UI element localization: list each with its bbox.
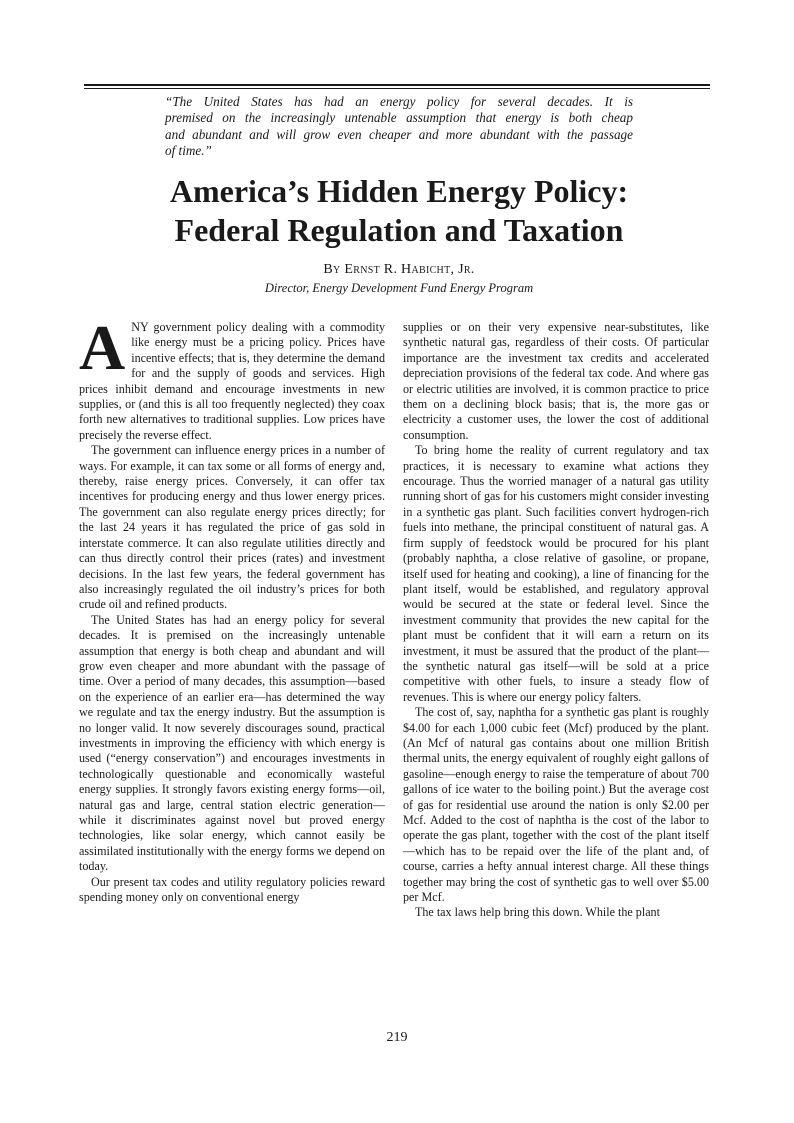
epigraph-line: of time.” [165,142,212,158]
paragraph: The tax laws help bring this down. While the plant [415,905,660,920]
paragraph: Our present tax codes and utility regulatory policies reward spending money only on conventional energy [79,874,385,905]
right-column [403,320,709,921]
author-affiliation: Director, Energy Development Fund Energy Program [264,281,534,295]
article-title-line-2: Federal Regulation and Taxation [174,212,624,248]
paragraph: The government can influence energy prices in a number of ways. For example, it can tax some or all forms of energy and, thereby, raise energy prices. Conversely, it can offer tax incentives for producing energy and thus lower energy prices. The government can also regulate energy prices directly; for the last 24 years it has regulated the price of gas sold in interstate commerce. It can also regulate utilities directly and can thus directly control their prices (rates) and investment decisions. In the last few years, the federal government has also increasingly regulated the oil industry’s prices for both crude oil and refined products. [79,443,385,612]
left-column [79,312,385,905]
byline [84,262,714,278]
drop-cap: A [79,312,126,383]
paragraph-text: NY government policy dealing with a commodity like energy must be a pricing policy. Prices have incentive effects; that is, they determine the demand for and the supply of goods and services. High prices inhibit demand and encourage investments in new supplies, or (and this is all too frequently neglected) they coax forth new alternatives to traditional supplies. Low prices have precisely the reverse effect. [79,320,385,442]
header-rule-thick [84,84,710,86]
paragraph: supplies or on their very expensive near-substitutes, like synthetic natural gas, regardless of their costs. Of particular importance are the investment tax credits and accelerated depreciation provisions of the federal tax code. And where gas or electric utilities are involved, it is common practice to price them on a declining block basis; that is, the more gas or electricity a customer uses, the lower the cost of additional consumption. [403,320,709,442]
article-title-line-1: America’s Hidden Energy Policy: [169,173,629,209]
paragraph: To bring home the reality of current regulatory and tax practices, it is necessary to examine what actions they encourage. Thus the worried manager of a natural gas utility running short of gas for his customers might consider investing in a synthetic gas plant. Such facilities convert hydrogen-rich fuels into methane, the principal constituent of natural gas. A firm supply of feedstock would be procured for his plant (probably naphtha, a close relative of gasoline, or propane, itself used for heating and cooking), a line of financing for the plant itself, would be established, and regulatory approval would be secured at the state or federal level. Since the investment community that provides the new capital for the plant must be confident that it will earn a return on its investment, it must be assured that the product of the plant—the synthetic natural gas itself—will be sold at a price competitive with other fuels, to insure a steady flow of revenues. This is where our energy policy falters. [403,443,709,704]
page-number: 219 [386,1030,408,1045]
epigraph [165,94,633,159]
byline-author: Ernst R. Habicht, Jr. [344,262,475,277]
byline-prefix: By [323,262,341,277]
epigraph-line: and abundant and will grow even cheaper and more abundant with the passage [165,126,633,142]
paragraph: The United States has had an energy policy for several decades. It is premised on the increasingly untenable assumption that energy is both cheap and abundant and will grow even cheaper and more abundant with the passage of time. Over a period of many decades, this assumption—based on the experience of an earlier era—has determined the way we regulate and tax the energy industry. But the assumption is no longer valid. It now severely discourages sound, practical investments in improving the efficiency with which energy is used (“energy conservation”) and encourages investments in technologically questionable and economically wasteful energy supplies. It strongly favors existing energy forms—oil, natural gas and large, central station electric generation—while it discriminates against novel but proved energy technologies, like solar energy, which cannot easily be assimilated institutionally with the energy forms we depend on today. [79,612,385,874]
header-rule-thin [84,88,710,89]
epigraph-line: premised on the increasingly untenable assumption that energy is both cheap [165,110,633,126]
paragraph: The cost of, say, naphtha for a synthetic gas plant is roughly $4.00 for each 1,000 cubic feet (Mcf) produced by the plant. (An Mcf of natural gas contains about one million British thermal units, the energy equivalent of roughly eight gallons of gasoline—enough energy to raise the temperature of about 700 gallons of ice water to the boiling point.) But the average cost of gas for residential use around the nation is only $2.00 per Mcf. Added to the cost of naphtha is the cost of the labor to operate the gas plant, together with the cost of the plant itself—which has to be repaid over the life of the plant and, of course, carries a hefty annual interest charge. All these things together may bring the cost of synthetic gas to well over $5.00 per Mcf. [403,705,709,905]
paragraph [79,312,385,443]
epigraph-line: “The United States has had an energy policy for several decades. It is [165,94,633,109]
